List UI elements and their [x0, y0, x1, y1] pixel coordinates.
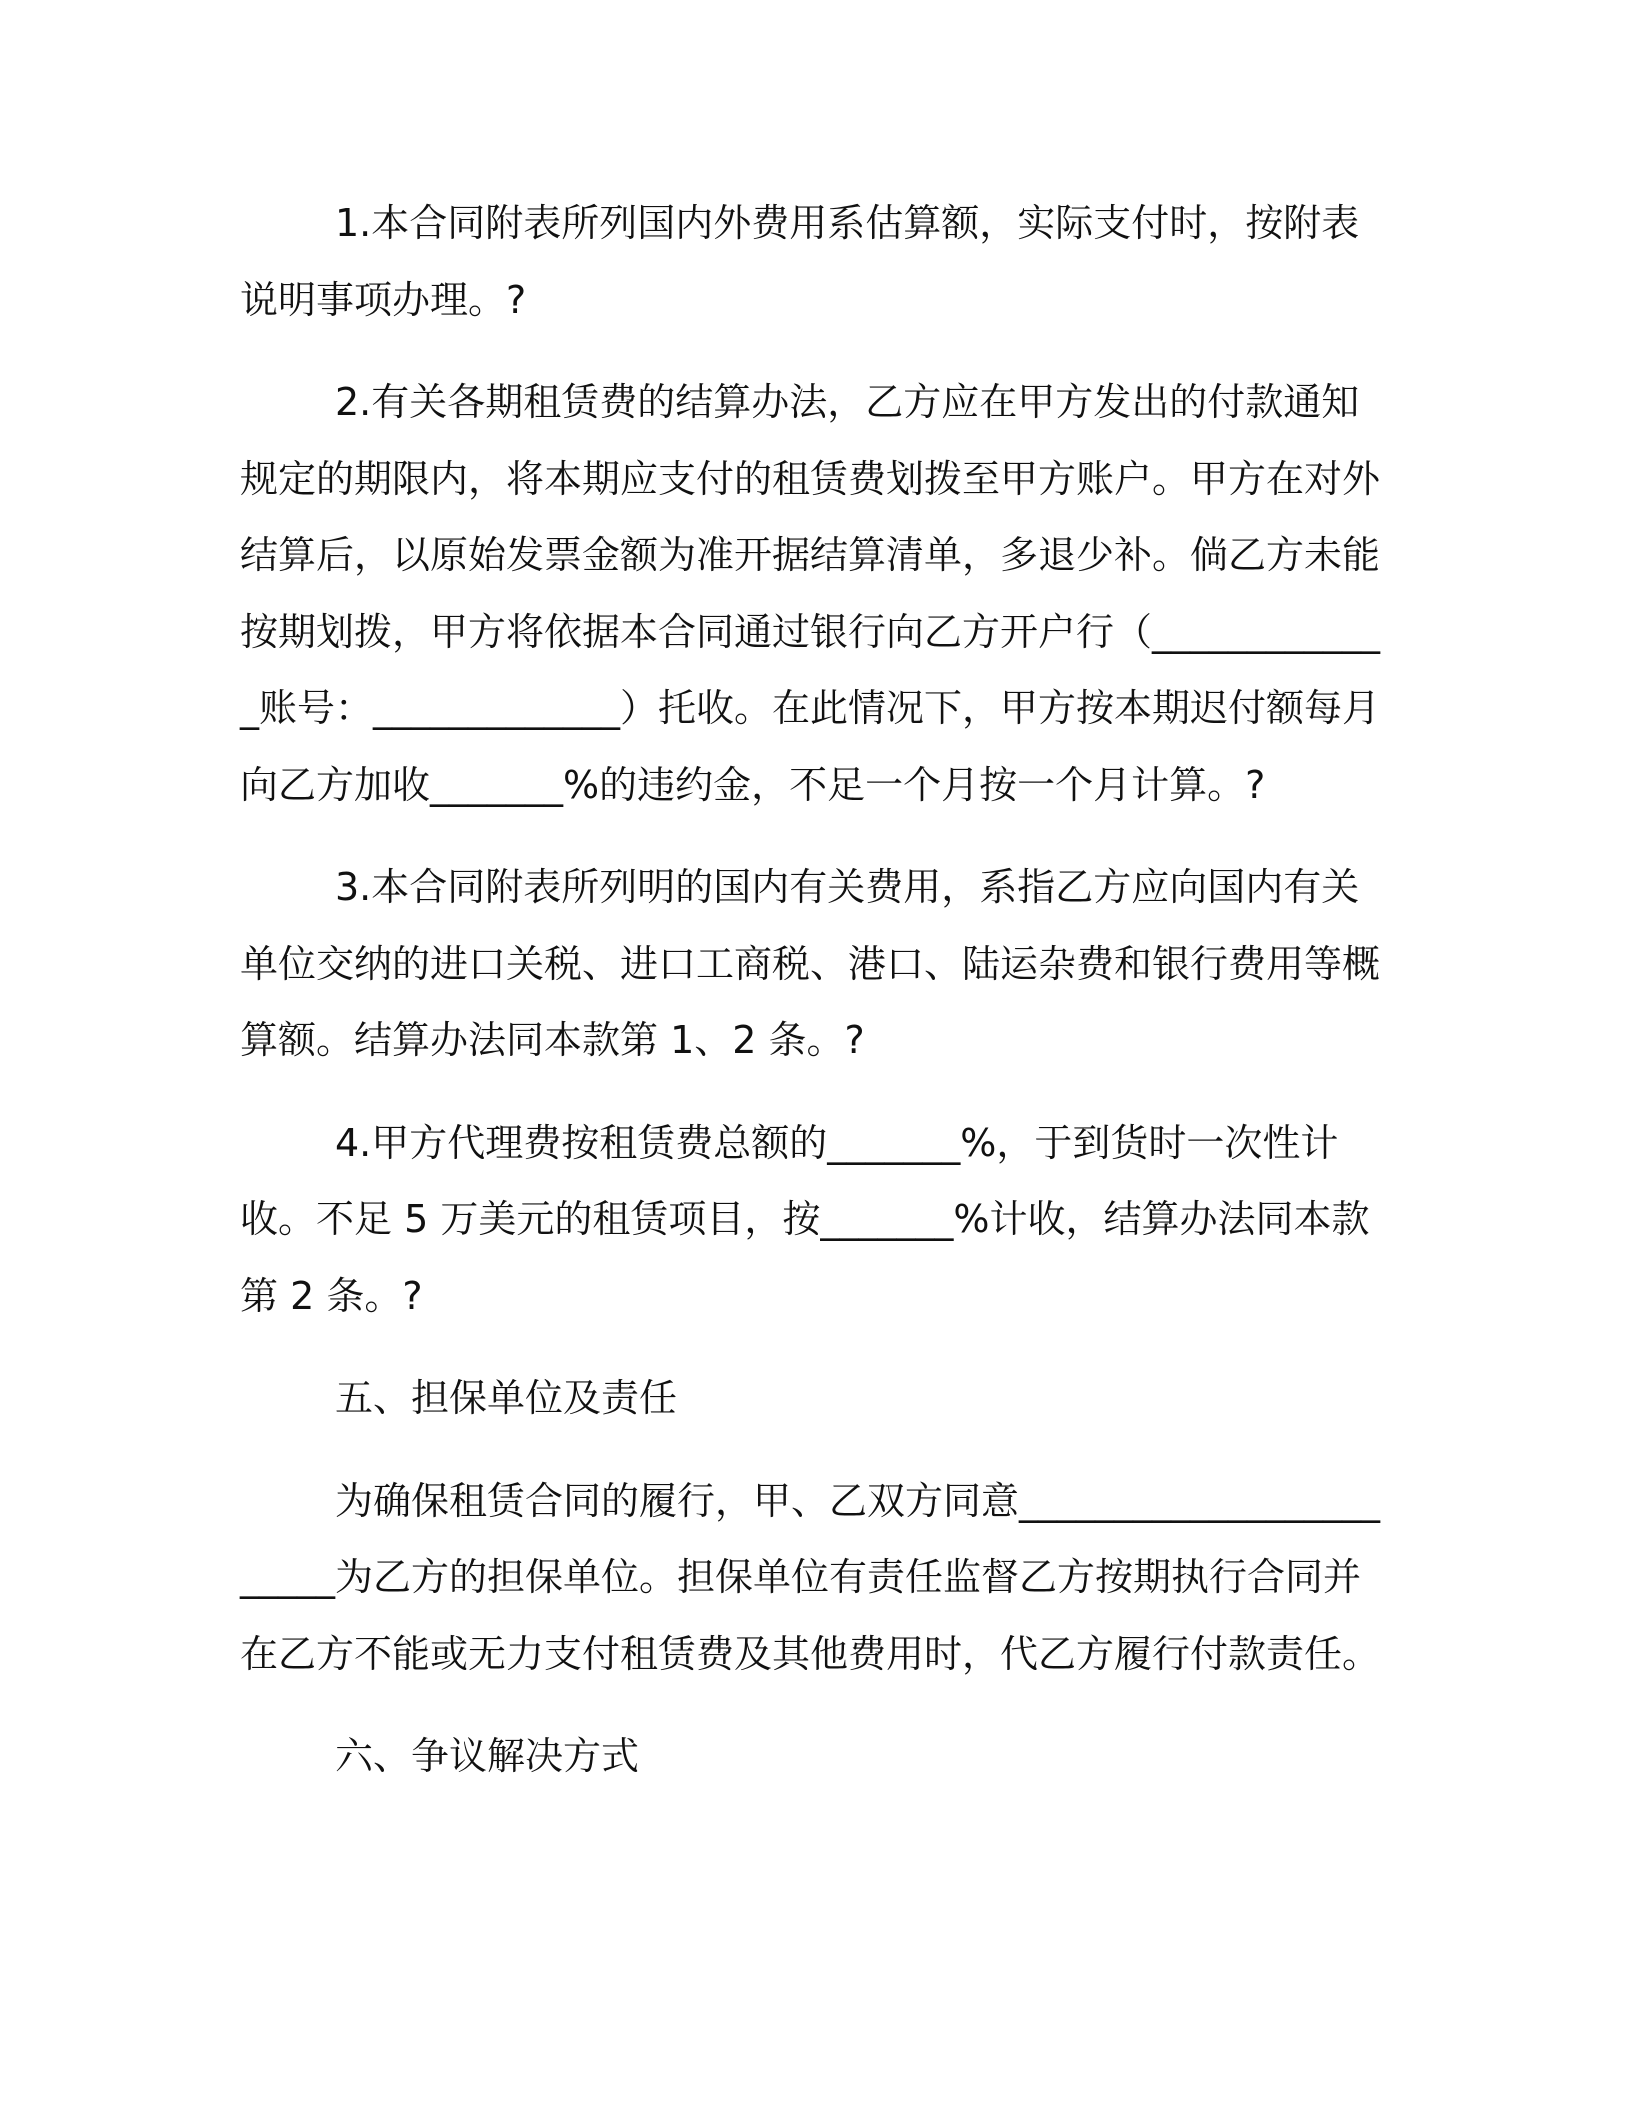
- section-5-heading: 五、担保单位及责任: [335, 1376, 678, 1420]
- clause-1-paragraph: 1.本合同附表所列国内外费用系估算额，实际支付时，按附表说明事项办理。?: [240, 201, 1360, 322]
- clause-2-paragraph: 2.有关各期租赁费的结算办法，乙方应在甲方发出的付款通知规定的期限内，将本期应支付的租赁费划拨至甲方账户。甲方在对外结算后，以原始发票金额为准开据结算清单，多退少补。倘乙方未能按期划拨，甲方将依据本合同通过银行向乙方开户行（_____________账号：_____________）托收。在此情况下，甲方按本期迟付额每月向乙方加收_______%的违约金，不足一个月按一个月计算。?: [240, 380, 1381, 807]
- clause-3-paragraph: 3.本合同附表所列明的国内有关费用，系指乙方应向国内有关单位交纳的进口关税、进口工商税、港口、陆运杂费和银行费用等概算额。结算办法同本款第 1、2 条。?: [240, 865, 1381, 1062]
- section-6-heading: 六、争议解决方式: [335, 1734, 640, 1778]
- section-5-body: 为确保租赁合同的履行，甲、乙双方同意________________________为乙方的担保单位。担保单位有责任监督乙方按期执行合同并在乙方不能或无力支付租赁费及其他费用时，代乙方履行付款责任。: [240, 1478, 1381, 1676]
- document-body: [240, 185, 1385, 1821]
- clause-4-paragraph: 4.甲方代理费按租赁费总额的_______%，于到货时一次性计收。不足 5 万美元的租赁项目，按_______%计收，结算办法同本款第 2 条。?: [240, 1120, 1370, 1318]
